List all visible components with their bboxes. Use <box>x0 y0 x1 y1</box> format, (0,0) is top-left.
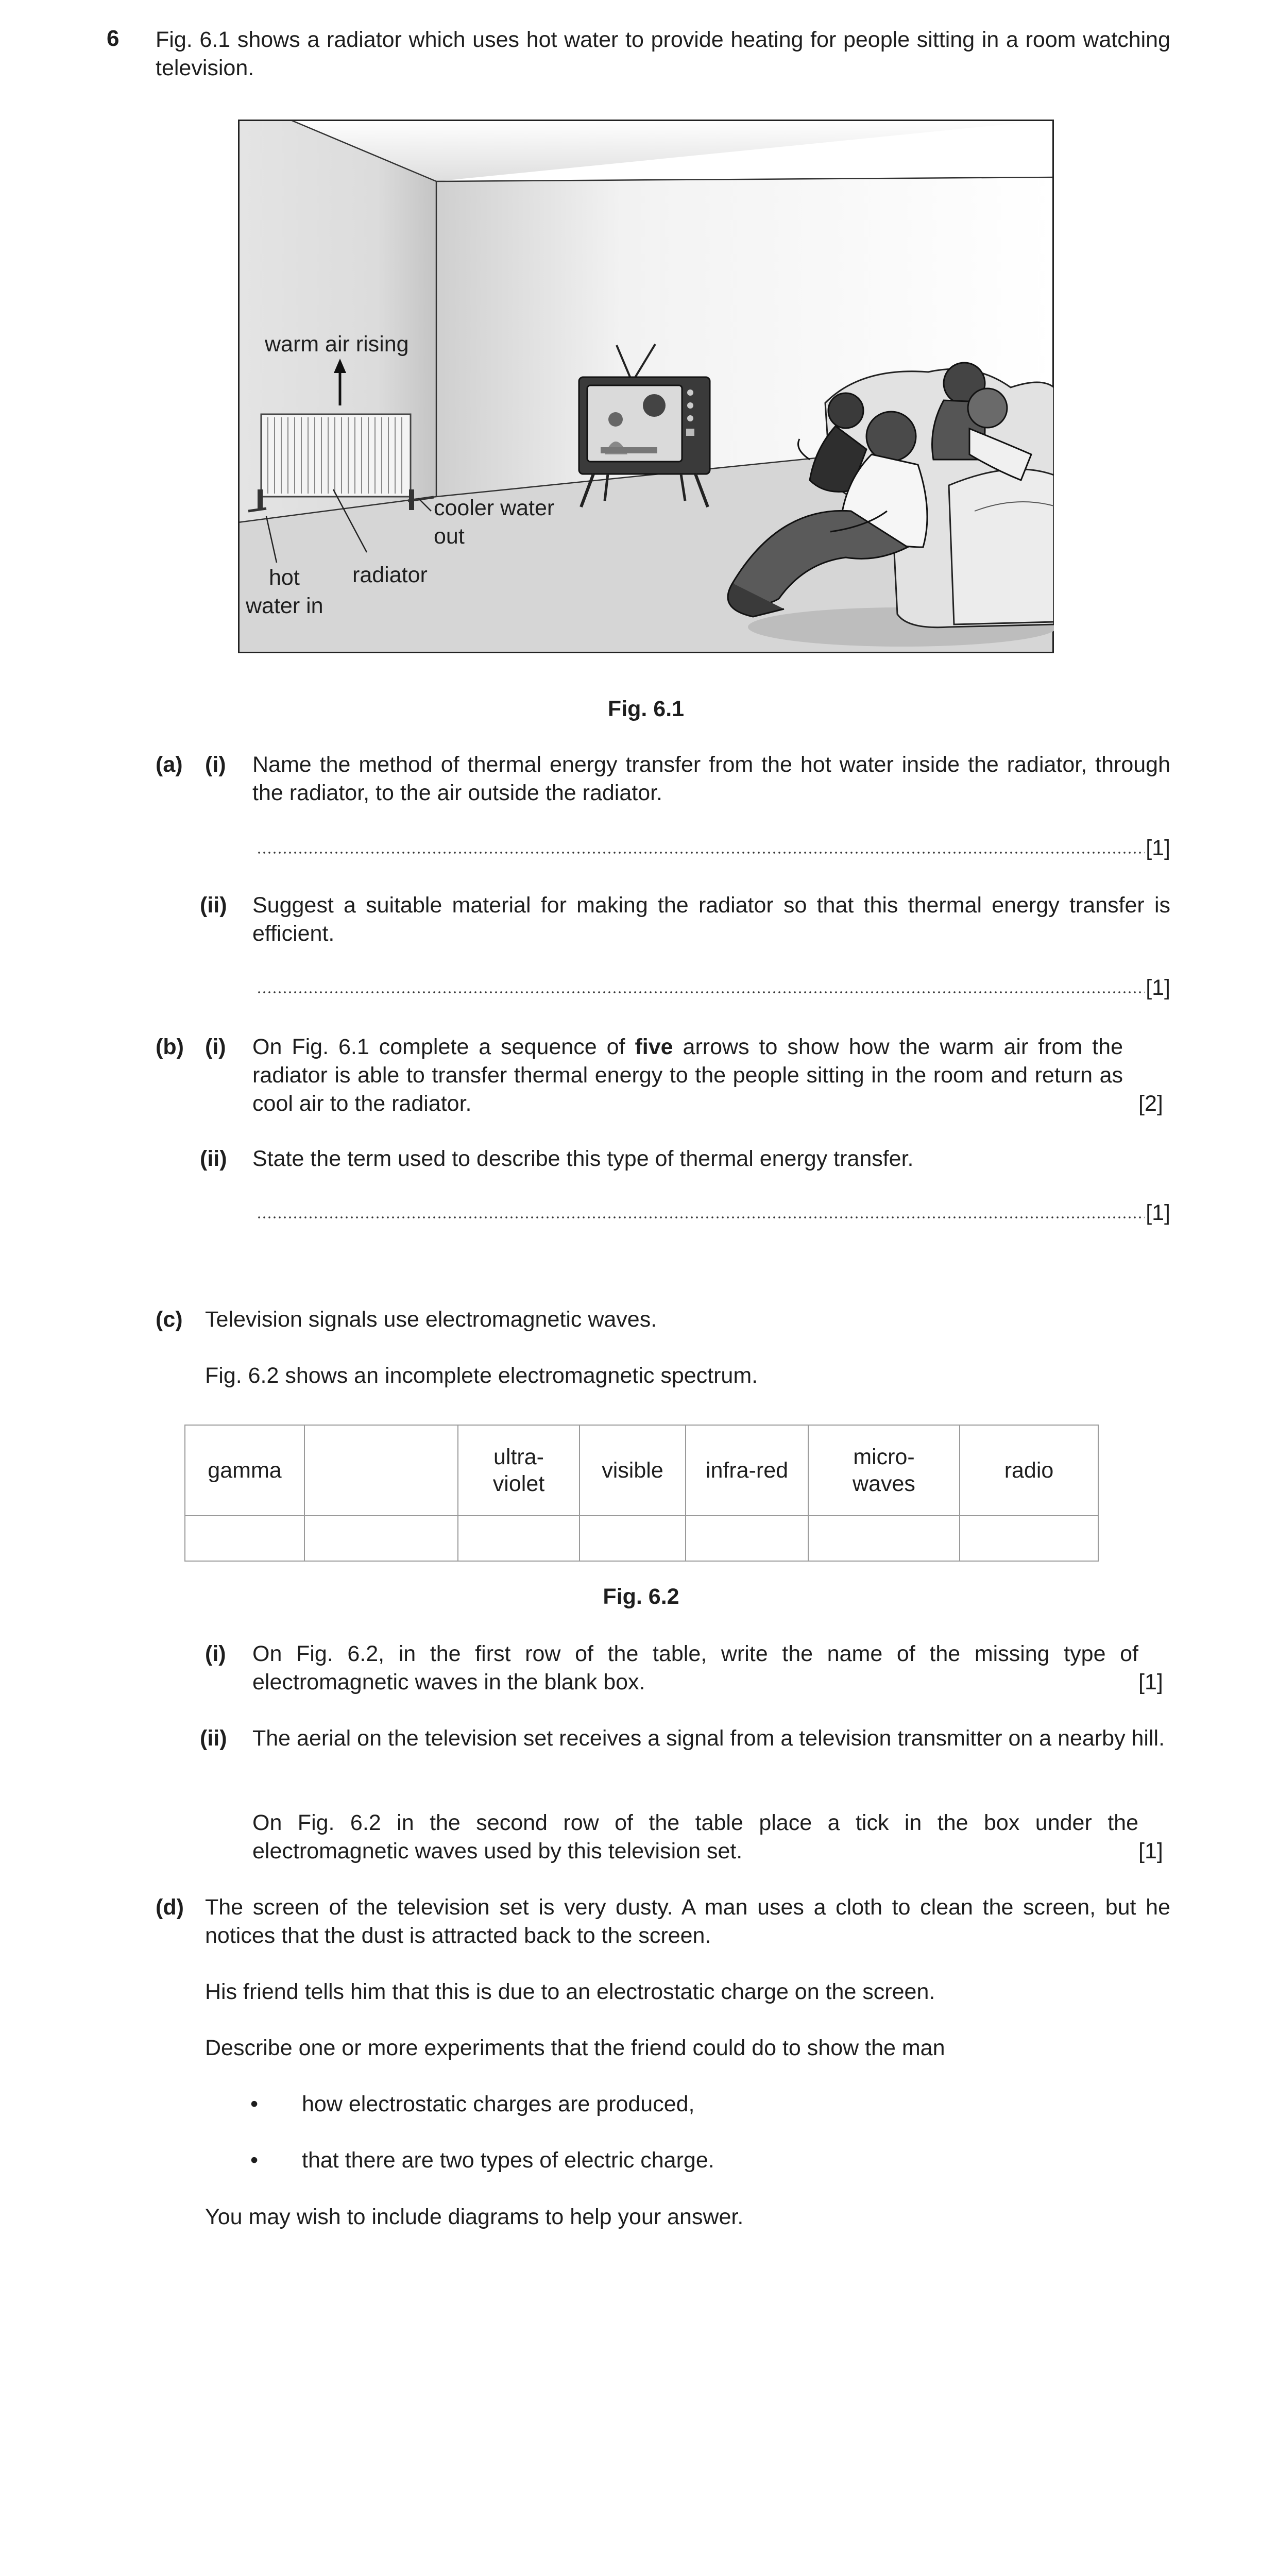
part-b-ii-question: State the term used to describe this type of thermal energy transfer. <box>252 1146 914 1171</box>
cell-radio: radio <box>960 1425 1098 1516</box>
part-c-i-label: (i) <box>205 1641 226 1666</box>
em-spectrum-table <box>184 1425 1099 1562</box>
tick-cell-gamma[interactable] <box>185 1516 304 1561</box>
part-c-label: (c) <box>156 1307 183 1332</box>
label-radiator: radiator <box>352 563 428 587</box>
mark-a-ii: [1] <box>1146 975 1170 1000</box>
part-c-ii-question: The aerial on the television set receives a signal from a television transmitter on a nearby hill. <box>252 1726 1165 1751</box>
tick-cell-ultraviolet[interactable] <box>458 1516 580 1561</box>
tick-cell-visible[interactable] <box>580 1516 686 1561</box>
radiator-drawing <box>248 414 434 511</box>
label-hot: hot <box>269 565 300 590</box>
bullet-1-text: how electrostatic charges are produced, <box>302 2092 695 2116</box>
part-a-ii-question: Suggest a suitable material for making the radiator so that this thermal energy transfer is efficient. <box>252 893 1170 946</box>
cell-gamma: gamma <box>185 1425 304 1516</box>
figure-6-1-diagram <box>238 120 1054 653</box>
part-a-label: (a) <box>156 752 183 777</box>
part-d-task: Describe one or more experiments that the friend could do to show the man <box>205 2036 945 2060</box>
question-intro: Fig. 6.1 shows a radiator which uses hot water to provide heating for people sitting in a room watching television. <box>156 27 1170 80</box>
tick-cell-missing[interactable] <box>304 1516 458 1561</box>
cell-microwaves: micro- waves <box>808 1425 960 1516</box>
answer-line-b-ii[interactable] <box>257 1202 1170 1223</box>
label-cooler-water-out: out <box>434 524 465 549</box>
part-c-ii-label: (ii) <box>200 1726 227 1751</box>
part-b-i-question: On Fig. 6.1 complete a sequence of five arrows to show how the warm air from the radiator is able to transfer thermal energy to the people sitting in the room and return as cool air to the radiator. <box>252 1035 1123 1116</box>
label-warm-air-rising: warm air rising <box>265 332 409 357</box>
mark-c-i: [1] <box>1138 1670 1163 1694</box>
tick-cell-microwaves[interactable] <box>808 1516 960 1561</box>
tick-cell-radio[interactable] <box>960 1516 1098 1561</box>
part-a-i-question: Name the method of thermal energy transfer from the hot water inside the radiator, through the radiator, to the air outside the radiator. <box>252 752 1170 805</box>
mark-b-ii: [1] <box>1146 1200 1170 1225</box>
mark-b-i: [2] <box>1138 1091 1163 1116</box>
cell-infrared: infra-red <box>686 1425 808 1516</box>
part-b-i-label: (i) <box>205 1035 226 1059</box>
label-cooler-water: cooler water <box>434 496 555 520</box>
question-number: 6 <box>107 26 120 51</box>
part-c-intro: Television signals use electromagnetic waves. <box>205 1307 657 1332</box>
part-d-friend-statement: His friend tells him that this is due to an electrostatic charge on the screen. <box>205 1979 935 2004</box>
part-b-ii-label: (ii) <box>200 1146 227 1171</box>
bullet-1-symbol: • <box>250 2092 259 2116</box>
answer-line-a-i[interactable] <box>257 838 1170 858</box>
mark-c-ii: [1] <box>1138 1839 1163 1863</box>
mark-a-i: [1] <box>1146 836 1170 860</box>
bullet-2-text: that there are two types of electric charge. <box>302 2148 714 2173</box>
part-d-diagram-hint: You may wish to include diagrams to help your answer. <box>205 2205 744 2229</box>
cell-visible: visible <box>580 1425 686 1516</box>
tick-cell-infrared[interactable] <box>686 1516 808 1561</box>
answer-line-a-ii[interactable] <box>257 977 1170 998</box>
part-c-ii-instruction: On Fig. 6.2 in the second row of the table place a tick in the box under the electromagnetic waves used by this television set. <box>252 1810 1138 1863</box>
cell-missing-type[interactable] <box>304 1425 458 1516</box>
figure-6-1-caption: Fig. 6.1 <box>607 697 685 721</box>
part-b-label: (b) <box>156 1035 184 1059</box>
bullet-2-symbol: • <box>250 2148 259 2173</box>
part-a-i-label: (i) <box>205 752 226 777</box>
label-water-in: water in <box>246 594 323 618</box>
part-c-fig-intro: Fig. 6.2 shows an incomplete electromagnetic spectrum. <box>205 1363 758 1388</box>
figure-6-2-caption: Fig. 6.2 <box>603 1584 679 1609</box>
emphasis-five: five <box>635 1035 673 1059</box>
part-d-label: (d) <box>156 1895 184 1920</box>
cell-ultraviolet: ultra- violet <box>458 1425 580 1516</box>
part-a-ii-label: (ii) <box>200 893 227 918</box>
part-d-scenario: The screen of the television set is very dusty. A man uses a cloth to clean the screen, but he notices that the dust is attracted back to the screen. <box>205 1895 1170 1948</box>
part-c-i-question: On Fig. 6.2, in the first row of the table, write the name of the missing type of electromagnetic waves in the blank box. <box>252 1641 1138 1694</box>
